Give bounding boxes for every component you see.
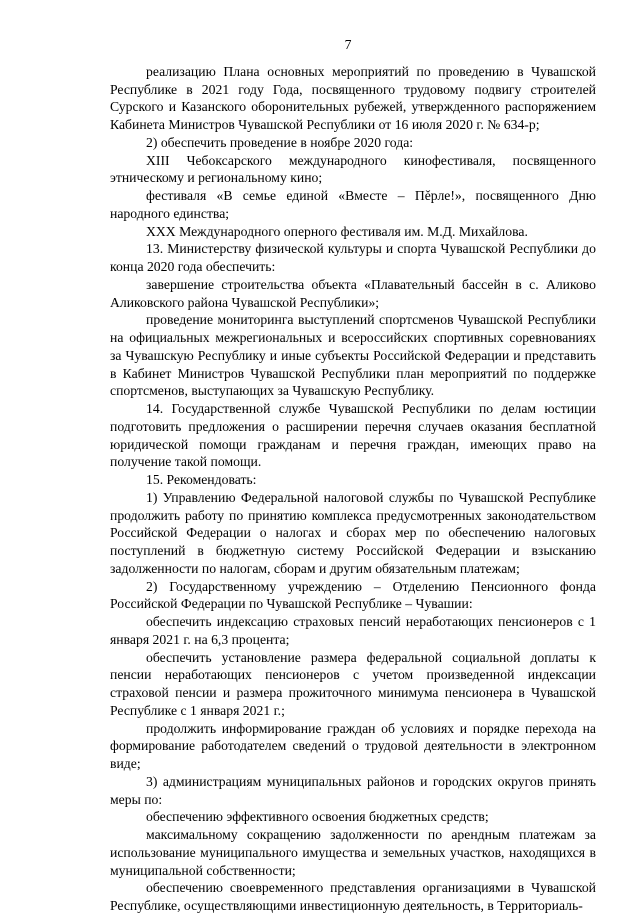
- paragraph: фестиваля «В семье единой «Вместе – Пěрле!», посвященного Дню народного единства;: [110, 188, 596, 221]
- paragraph: обеспечить индексацию страховых пенсий неработающих пенсионеров с 1 января 2021 г. на 6,3 процента;: [110, 614, 596, 647]
- paragraph: XXX Международного оперного фестиваля им. М.Д. Михайлова.: [146, 223, 528, 239]
- paragraph: проведение мониторинга выступлений спортсменов Чувашской Республики на официальных межрегиональных и всероссийских спортивных соревнованиях за Чувашскую Республику и иные субъекты Российской Федерации и представить в Кабинет Министров Чувашской Республики план мероприятий по поддержке спортсменов, выступающих за Чувашскую Республику.: [110, 312, 596, 399]
- paragraph: обеспечить установление размера федеральной социальной доплаты к пенсии неработающих пенсионеров с учетом произведенной индексации страховой пенсии и размера прожиточного минимума пенсионера в Чувашской Республике с 1 января 2021 г.;: [110, 649, 596, 718]
- paragraph: 14. Государственной службе Чувашской Республики по делам юстиции подготовить предложения о расширении перечня случаев оказания бесплатной юридической помощи гражданам и перечня граждан, имеющих право на получение такой помощи.: [110, 401, 596, 470]
- paragraph: реализацию Плана основных мероприятий по проведению в Чувашской Республике в 2021 году Года, посвященного трудовому подвигу строителей Сурского и Казанского оборонительных рубежей, утвержденного распоряжением Кабинета Министров Чувашской Республики от 16 июля 2020 г. № 634-р;: [110, 63, 596, 132]
- paragraph: максимальному сокращению задолженности по арендным платежам за использование муниципального имущества и земельных участков, находящихся в муниципальной собственности;: [110, 827, 596, 878]
- document-body: [110, 63, 596, 915]
- paragraph: 3) администрациям муниципальных районов и городских округов принять меры по:: [110, 773, 596, 807]
- paragraph: продолжить информирование граждан об условиях и порядке перехода на формирование работодателем сведений о трудовой деятельности в электронном виде;: [110, 720, 596, 771]
- page-number: 7: [344, 37, 352, 52]
- paragraph: обеспечению своевременного представления организациями в Чувашской Республике, осуществляющими инвестиционную деятельность, в Территориаль-: [110, 880, 596, 913]
- paragraph: 2) обеспечить проведение в ноябре 2020 года:: [146, 134, 414, 150]
- paragraph: 2) Государственному учреждению – Отделению Пенсионного фонда Российской Федерации по Чувашской Республике – Чувашии:: [110, 578, 596, 612]
- paragraph: обеспечению эффективного освоения бюджетных средств;: [146, 809, 489, 825]
- paragraph: 15. Рекомендовать:: [146, 472, 257, 487]
- paragraph: 13. Министерству физической культуры и спорта Чувашской Республики до конца 2020 года обеспечить:: [110, 241, 596, 274]
- paragraph: XIII Чебоксарского международного кинофестиваля, посвященного этническому и региональному кино;: [110, 152, 596, 186]
- paragraph: завершение строительства объекта «Плавательный бассейн в с. Аликово Аликовского района Чувашской Республики»;: [110, 276, 596, 310]
- paragraph: 1) Управлению Федеральной налоговой службы по Чувашской Республике продолжить работу по принятию комплекса предусмотренных законодательством Российской Федерации о налогах и сборах мер по обеспечению налоговых поступлений в бюджетную систему Российской Федерации и взысканию задолженности по налогам, сборам и другим обязательным платежам;: [110, 489, 596, 576]
